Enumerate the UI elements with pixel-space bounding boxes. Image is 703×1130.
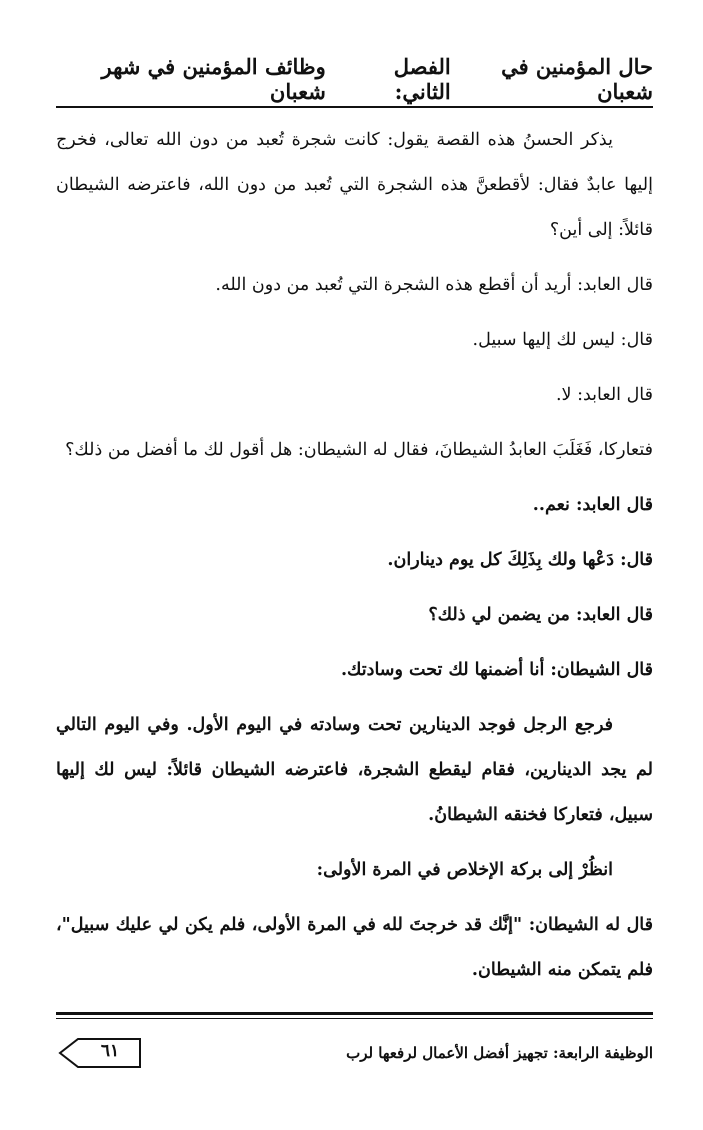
page-number: ٦١ [100, 1041, 120, 1061]
paragraph: قال العابد: لا. [555, 385, 653, 405]
chapter-label: الفصل الثاني: [393, 54, 451, 104]
paragraph: قال: دَعْها ولك بِذَلِكَ كل يوم ديناران. [387, 550, 653, 570]
paragraph: قال له الشيطان: "إنَّك قد خرجتَ لله في المرة الأولى، فلم يكن لي عليك سبيل"، فلم يتمكن منه الشيطان. [56, 915, 653, 980]
paragraph: انظُرْ إلى بركة الإخلاص في المرة الأولى: [316, 860, 613, 880]
page-body [56, 118, 653, 993]
book-title: حال المؤمنين في شعبان [501, 54, 653, 104]
footer-rule [56, 1012, 653, 1015]
footer-section-title: الوظيفة الرابعة: تجهيز أفضل الأعمال لرفعها لرب [346, 1044, 653, 1062]
header-rule [56, 106, 653, 108]
paragraph: فرجع الرجل فوجد الدينارين تحت وسادته في اليوم الأول. وفي اليوم التالي لم يجد الدينارين، فقام ليقطع الشجرة، فاعترضه الشيطان قائلاً: ليس لك إليها سبيل، فتعاركا فخنقه الشيطانُ. [56, 715, 653, 825]
page-footer [56, 1030, 653, 1076]
chapter-title: وظائف المؤمنين في شهر شعبان [101, 54, 326, 104]
paragraph: فتعاركا، فَغَلَبَ العابدُ الشيطانَ، فقال له الشيطان: هل أقول لك ما أفضل من ذلك؟ [65, 440, 653, 460]
chapter-heading [56, 54, 451, 104]
footer-rule-thin [56, 1018, 653, 1019]
paragraph: قال العابد: نعم.. [532, 495, 653, 515]
paragraph: قال الشيطان: أنا أضمنها لك تحت وسادتك. [340, 660, 653, 680]
paragraph: يذكر الحسنُ هذه القصة يقول: كانت شجرة تُعبد من دون الله تعالى، فخرج إليها عابدٌ فقال: لأقطعنَّ هذه الشجرة التي تُعبد من دون الله، فاعترضه الشيطان قائلاً: إلى أين؟ [56, 130, 653, 240]
paragraph: قال العابد: من يضمن لي ذلك؟ [428, 605, 653, 625]
paragraph: قال: ليس لك إليها سبيل. [472, 330, 653, 350]
paragraph: قال العابد: أريد أن أقطع هذه الشجرة التي تُعبد من دون الله. [215, 275, 653, 295]
page-header [56, 54, 653, 104]
page-number-badge [56, 1037, 142, 1069]
